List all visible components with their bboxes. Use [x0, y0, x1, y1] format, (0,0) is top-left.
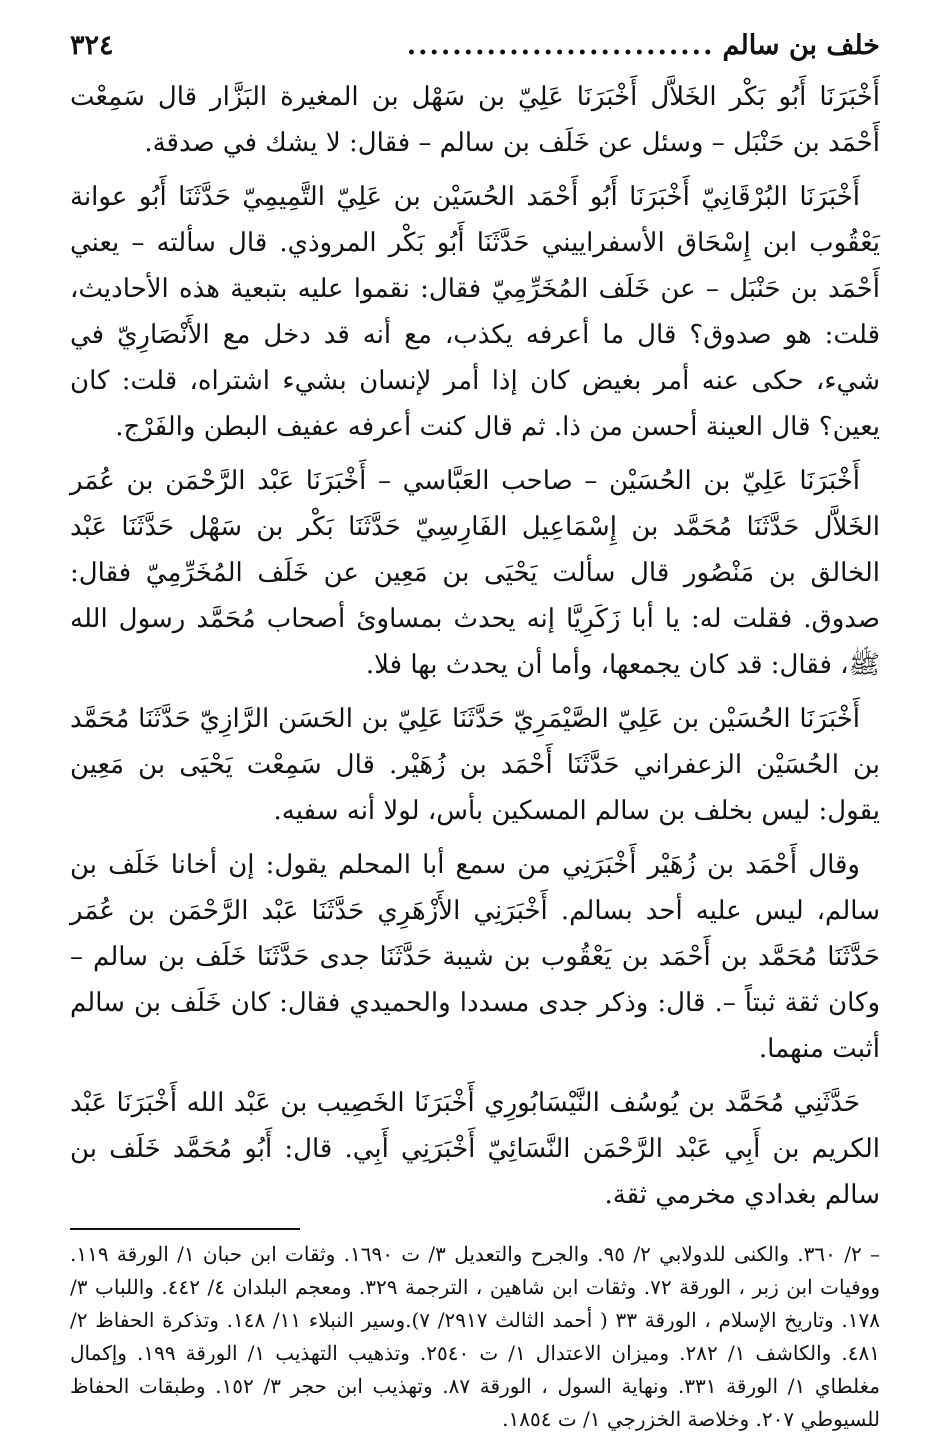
page — [70, 30, 880, 1436]
running-head — [407, 30, 880, 61]
paragraph: وقال أَحْمَد بن زُهَيْر أَخْبَرَنِي من سمع أبا المحلم يقول: إن أخانا خَلَف بن سالم، ليس عليه أحد بسالم. أَخْبَرَنِي الأَزْهَرِي حَدَّثَنَا عَبْد الرَّحْمَن بن عُمَر حَدَّثَنَا مُحَمَّد بن أَحْمَد بن يَعْقُوب بن شيبة حَدَّثَنَا جدى حَدَّثَنَا خَلَف بن سالم – وكان ثقة ثبتاً –. قال: وذكر جدى مسددا والحميدي فقال: كان خَلَف بن سالم أثبت منهما. — [70, 850, 880, 1064]
running-title: خلف بن سالم — [722, 30, 880, 61]
paragraph: أَخْبَرَنَا عَلِيّ بن الحُسَيْن – صاحب العَبَّاسي – أَخْبَرَنَا عَبْد الرَّحْمَن بن عُمَر الخَلاَّل حَدَّثَنَا مُحَمَّد بن إِسْمَاعِيل الفَارِسِيّ حَدَّثَنَا بَكْر بن سَهْل حَدَّثَنَا عَبْد الخالق بن مَنْصُور قال سألت يَحْيَى بن مَعِين عن خَلَف المُخَرِّمِيّ فقال: صدوق. فقلت له: يا أبا زَكَرِيَّا إنه يحدث بمساوئ أصحاب مُحَمَّد رسول الله ﷺ، فقال: قد كان يجمعها، وأما أن يحدث بها فلا. — [70, 466, 880, 680]
paragraph: أَخْبَرَنَا البُرْقَانِيّ أَخْبَرَنَا أَبُو أَحْمَد الحُسَيْن بن عَلِيّ التَّمِيمِيّ حَدَّثَنَا أَبُو عوانة يَعْقُوب ابن إِسْحَاق الأسفراييني حَدَّثَنَا أَبُو بَكْر المروذي. قال سألته – يعني أَحْمَد بن حَنْبَل – عن خَلَف المُخَرِّمِيّ فقال: نقموا عليه بتبعية هذه الأحاديث، قلت: هو صدوق؟ قال ما أعرفه يكذب، مع أنه قد دخل مع الأَنْصَارِيّ في شيء، حكى عنه أمر بغيض كان إذا أمر لإنسان بشيء اشتراه، قلت: كان يعين؟ قال العينة أحسن من ذا. ثم قال كنت أعرفه عفيف البطن والفَرْج. — [70, 182, 880, 442]
paragraph: أَخْبَرَنَا أَبُو بَكْر الخَلاَّل أَخْبَرَنَا عَلِيّ بن سَهْل بن المغيرة البَزَّار قال سَمِعْت أَحْمَد بن حَنْبَل – وسئل عن خَلَف بن سالم – فقال: لا يشك في صدقة. — [70, 82, 880, 158]
footnote: – ٢/ ٣٦٠. والكنى للدولابي ٢/ ٩٥. والجرح والتعديل ٣/ ت ١٦٩٠. وثقات ابن حبان ١/ الورقة ١١٩. ووفيات ابن زبر ، الورقة ٧٢. وثقات ابن شاهين ، الترجمة ٣٢٩. ومعجم البلدان ٤/ ٤٤٢. واللباب ٣/ ١٧٨. وتاريخ الإسلام ، الورقة ٣٣ ( أحمد الثالث ٢٩١٧/ ٧).وسير النبلاء ١١/ ١٤٨. وتذكرة الحفاظ ٢/ ٤٨١. والكاشف ١/ ٢٨٢. وميزان الاعتدال ١/ ت ٢٥٤٠. وتذهيب التهذيب ١/ الورقة ١٩٩. وإكمال مغلطاي ١/ الورقة ٣٣١. ونهاية السول ، الورقة ٨٧. وتهذيب ابن حجر ٣/ ١٥٢. وطبقات الحفاظ للسيوطي ٢٠٧. وخلاصة الخزرجي ١/ ت ١٨٥٤. — [70, 1242, 881, 1431]
footnote-separator-wrap — [70, 1228, 880, 1230]
leader-dots: ........................... — [406, 30, 715, 61]
paragraph: أَخْبَرَنَا الحُسَيْن بن عَلِيّ الصَّيْمَرِيّ حَدَّثَنَا عَلِيّ بن الحَسَن الرَّازِيّ حَدَّثَنَا مُحَمَّد بن الحُسَيْن الزعفراني حَدَّثَنَا أَحْمَد بن زُهَيْر. قال سَمِعْت يَحْيَى بن مَعِين يقول: ليس بخلف بن سالم المسكين بأس، لولا أنه سفيه. — [70, 704, 880, 826]
paragraph: حَدَّثَنِي مُحَمَّد بن يُوسُف النَّيْسَابُورِي أَخْبَرَنَا الخَصِيب بن عَبْد الله أَخْبَرَنَا عَبْد الكريم بن أَبِي عَبْد الرَّحْمَن النَّسَائِيّ أَخْبَرَنِي أَبِي. قال: أَبُو مُحَمَّد خَلَف بن سالم بغدادي مخرمي ثقة. — [70, 1088, 880, 1210]
footnote-separator — [70, 1228, 300, 1230]
page-number: ٣٢٤ — [70, 30, 114, 61]
page-header — [70, 30, 880, 74]
main-text — [70, 74, 880, 1218]
